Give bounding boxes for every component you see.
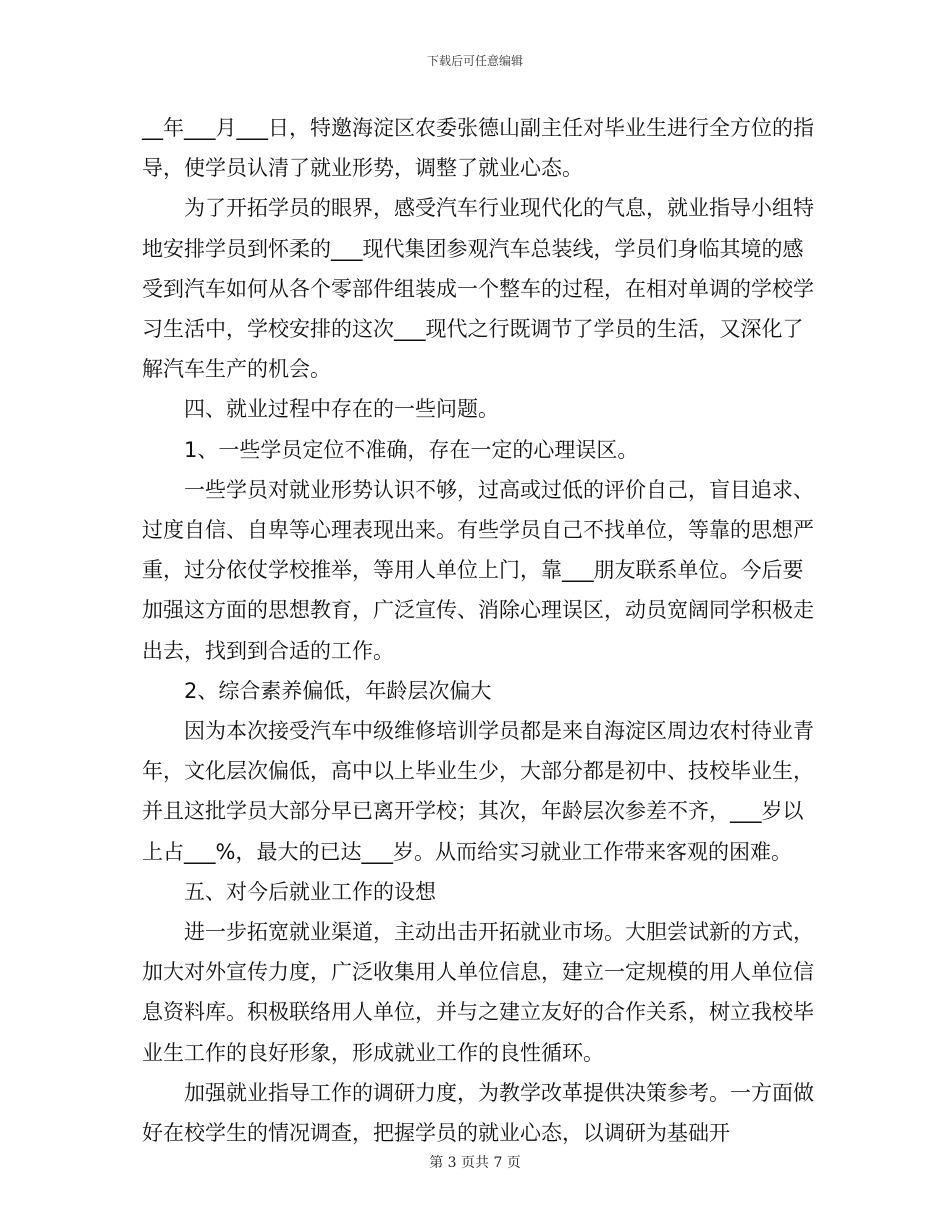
- page-footer: 第 3 页共 7 页: [429, 1155, 521, 1171]
- section-heading-4: 四、就业过程中存在的一些问题。: [184, 397, 499, 422]
- paragraph-5: 进一步拓宽就业渠道，主动出击开拓就业市场。大胆尝试新的方式，加大对外宣传力度，广泛收集用人单位信息，建立一定规模的用人单位信息资料库。积极联络用人单位，并与之建立友好的合作关系，树立我校毕业生工作的良好形象，形成就业工作的良性循环。: [142, 920, 814, 1065]
- section-heading-5: 五、对今后就业工作的设想: [184, 879, 436, 904]
- paragraph-1: __年___月___日，特邀海淀区农委张德山副主任对毕业生进行全方位的指导，使学员认清了就业形势，调整了就业心态。: [142, 116, 814, 181]
- paragraph-4: 因为本次接受汽车中级维修培训学员都是来自海淀区周边农村待业青年，文化层次偏低，高中以上毕业生少，大部分都是初中、技校毕业生，并且这批学员大部分早已离开学校；其次，年龄层次参差不齐，___岁以上占___%，最大的已达___岁。从而给实习就业工作带来客观的困难。: [142, 719, 814, 864]
- paragraph-6: 加强就业指导工作的调研力度，为教学改革提供决策参考。一方面做好在校学生的情况调查，把握学员的就业心态，以调研为基础开: [142, 1080, 814, 1146]
- subheading-2: 2、综合素养偏低，年龄层次偏大: [184, 678, 492, 703]
- paragraph-2: 为了开拓学员的眼界，感受汽车行业现代化的气息，就业指导小组特地安排学员到怀柔的___现代集团参观汽车总装线，学员们身临其境的感受到汽车如何从各个零部件组装成一个整车的过程，在相对单调的学校学习生活中，学校安排的这次___现代之行既调节了学员的生活，又深化了解汽车生产的机会。: [142, 196, 814, 382]
- paragraph-3: 一些学员对就业形势认识不够，过高或过低的评价自己，盲目追求、过度自信、自卑等心理表现出来。有些学员自己不找单位，等靠的思想严重，过分依仗学校推举，等用人单位上门，靠___朋友联系单位。今后要加强这方面的思想教育，广泛宣传、消除心理误区，动员宽阔同学积极走出去，找到到合适的工作。: [142, 477, 814, 663]
- document-body: [142, 108, 814, 1153]
- subheading-1: 1、一些学员定位不准确，存在一定的心理误区。: [184, 437, 639, 462]
- page-header: 下载后可任意编辑: [426, 54, 523, 68]
